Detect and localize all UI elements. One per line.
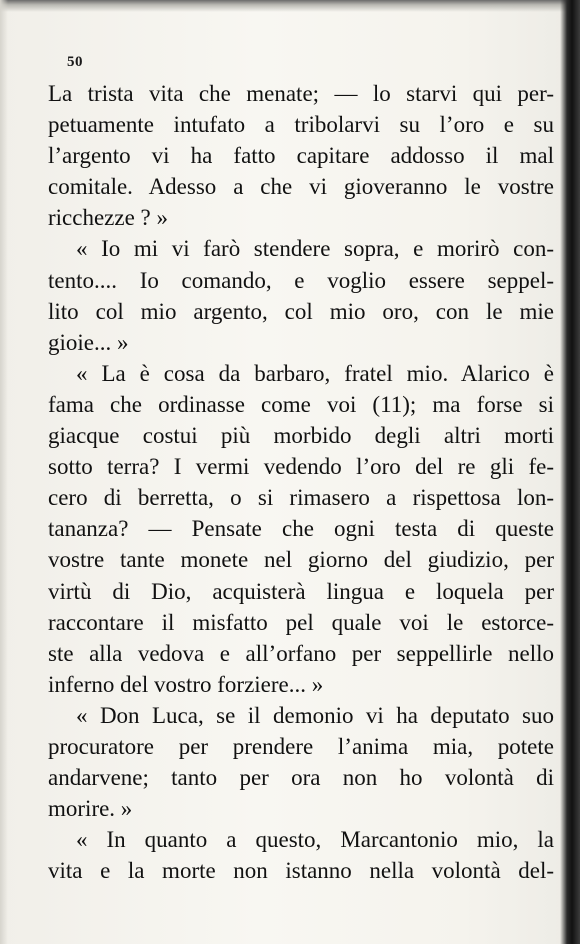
page-left-shadow: [0, 0, 8, 944]
text-line: inferno del vostro forziere... »: [48, 671, 324, 697]
text-line: l’argento vi ha fatto capitare addosso il mal: [48, 143, 554, 169]
text-line: comitale. Adesso a che vi gioveranno le vostre: [48, 174, 554, 200]
page-binding-shadow: [560, 0, 580, 944]
text-line: virtù di Dio, acquisterà lingua e loquela per: [48, 578, 554, 604]
text-line: vostre tante monete nel giorno del giudizio, per: [48, 547, 554, 573]
text-line: « Don Luca, se il demonio vi ha deputato suo: [76, 702, 554, 728]
text-line: ste alla vedova e all’orfano per seppellirle nello: [48, 640, 554, 666]
text-line: vita e la morte non istanno nella volontà del-: [48, 858, 554, 884]
text-line: petuamente intufato a tribolarvi su l’oro e su: [48, 112, 554, 138]
text-line: fama che ordinasse come voi (11); ma forse si: [48, 391, 554, 417]
text-line: « La è cosa da barbaro, fratel mio. Alarico è: [76, 360, 554, 386]
text-line: raccontare il misfatto pel quale voi le estorce-: [48, 609, 554, 635]
text-line: « Io mi vi farò stendere sopra, e morirò con-: [76, 236, 554, 262]
text-line: sotto terra? I vermi vedendo l’oro del re gli fe-: [48, 454, 554, 480]
body-text: [48, 78, 554, 886]
text-line: « In quanto a questo, Marcantonio mio, la: [76, 827, 554, 853]
text-line: tento.... Io comando, e voglio essere seppel-: [48, 267, 554, 293]
text-line: morire. »: [48, 796, 133, 822]
text-line: giacque costui più morbido degli altri morti: [48, 423, 554, 449]
text-line: lito col mio argento, col mio oro, con le mie: [48, 298, 554, 324]
text-line: La trista vita che menate; — lo starvi qui per-: [48, 81, 554, 106]
text-line: cero di berretta, o si rimasero a rispettosa lon-: [48, 485, 554, 511]
page-number: 50: [67, 54, 83, 70]
page-top-shadow: [0, 0, 580, 12]
text-line: ricchezze ? »: [48, 205, 169, 231]
text-line: andarvene; tanto per ora non ho volontà di: [48, 765, 554, 791]
text-line: gioie... »: [48, 329, 129, 355]
text-line: procuratore per prendere l’anima mia, potete: [48, 733, 554, 759]
text-line: tananza? — Pensate che ogni testa di queste: [48, 516, 554, 542]
